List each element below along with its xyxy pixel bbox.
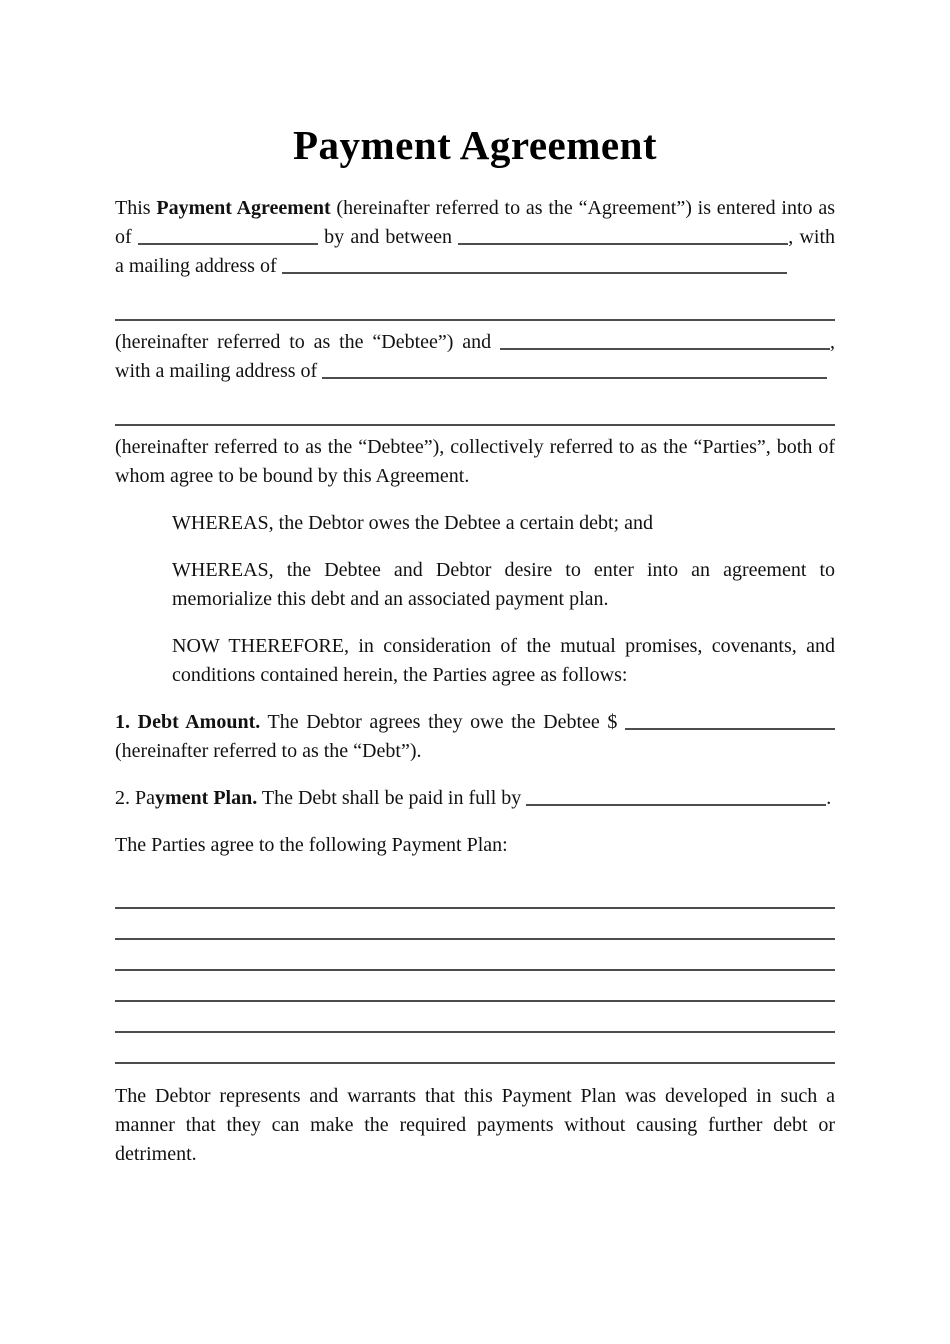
parties-intro-paragraph — [115, 194, 835, 281]
second-party-clause: (hereinafter referred to as the “Debtee”), collectively referred to as the “Parties”, both of whom agree to be bound by this Agreement. — [115, 436, 835, 487]
blank-second-party-address-continued — [115, 410, 835, 426]
payment-plan-blank-line — [115, 878, 835, 909]
payment-plan-number: 2. Pa — [115, 787, 155, 809]
debt-amount-text: The Debtor agrees they owe the Debtee $ — [267, 711, 618, 733]
comma-after-second-party-name: , — [830, 331, 835, 353]
blank-second-party-address — [322, 363, 827, 379]
debtor-warranty-paragraph: The Debtor represents and warrants that this Payment Plan was developed in such a manner that they can make the required payments without causing further debt or detriment. — [115, 1085, 835, 1165]
first-party-clause-paragraph — [115, 299, 835, 386]
debt-amount-heading: 1. Debt Amount. — [115, 711, 261, 733]
blank-first-party-address-continued — [115, 305, 835, 321]
blank-second-party-name — [500, 334, 830, 350]
whereas-debt-clause: WHEREAS, the Debtor owes the Debtee a certain debt; and — [172, 512, 653, 534]
intro-lead-bold: Payment Agreement — [156, 197, 331, 219]
payment-plan-blank-line — [115, 1033, 835, 1064]
document-title: Payment Agreement — [292, 122, 658, 168]
payment-plan-heading: yment Plan. — [155, 787, 258, 809]
payment-plan-intro: The Parties agree to the following Payment Plan: — [115, 834, 508, 856]
second-party-mailing-phrase: with a mailing address of — [115, 360, 318, 382]
intro-by-and-between: by and between — [324, 226, 453, 248]
payment-plan-section — [115, 784, 835, 813]
blank-effective-date — [138, 229, 318, 245]
blank-first-party-name — [458, 229, 788, 245]
payment-plan-blank-line — [115, 940, 835, 971]
blank-debt-amount — [625, 714, 835, 730]
intro-after-bold: (hereinafter referred to as the “Agreement”) is entered into as of — [115, 197, 835, 248]
second-party-name-group — [500, 331, 835, 353]
payment-plan-blank-line — [115, 1002, 835, 1033]
blank-payment-due-date — [526, 790, 826, 806]
first-party-mailing-phrase: with a mailing address of — [115, 226, 836, 277]
first-party-clause: (hereinafter referred to as the “Debtee”) and — [115, 331, 492, 353]
second-party-clause-paragraph — [115, 404, 835, 491]
payment-plan-blank-lines — [115, 878, 835, 1064]
payment-plan-text: The Debt shall be paid in full by — [261, 787, 522, 809]
period-after-due-date: . — [826, 787, 832, 809]
blank-first-party-address — [282, 258, 787, 274]
intro-lead: This — [115, 197, 151, 219]
debt-amount-section — [115, 708, 835, 766]
debt-amount-tail: (hereinafter referred to as the “Debt”). — [115, 740, 422, 762]
comma-after-first-party-name: , — [788, 226, 794, 248]
whereas-agreement-clause: WHEREAS, the Debtee and Debtor desire to enter into an agreement to memorialize this debt and an associated payment plan. — [172, 559, 835, 610]
now-therefore-clause: NOW THEREFORE, in consideration of the mutual promises, covenants, and conditions contained herein, the Parties agree as follows: — [172, 635, 835, 686]
first-party-name-group — [458, 226, 793, 248]
payment-plan-blank-line — [115, 971, 835, 1002]
payment-due-date-group — [526, 787, 831, 809]
payment-plan-blank-line — [115, 909, 835, 940]
